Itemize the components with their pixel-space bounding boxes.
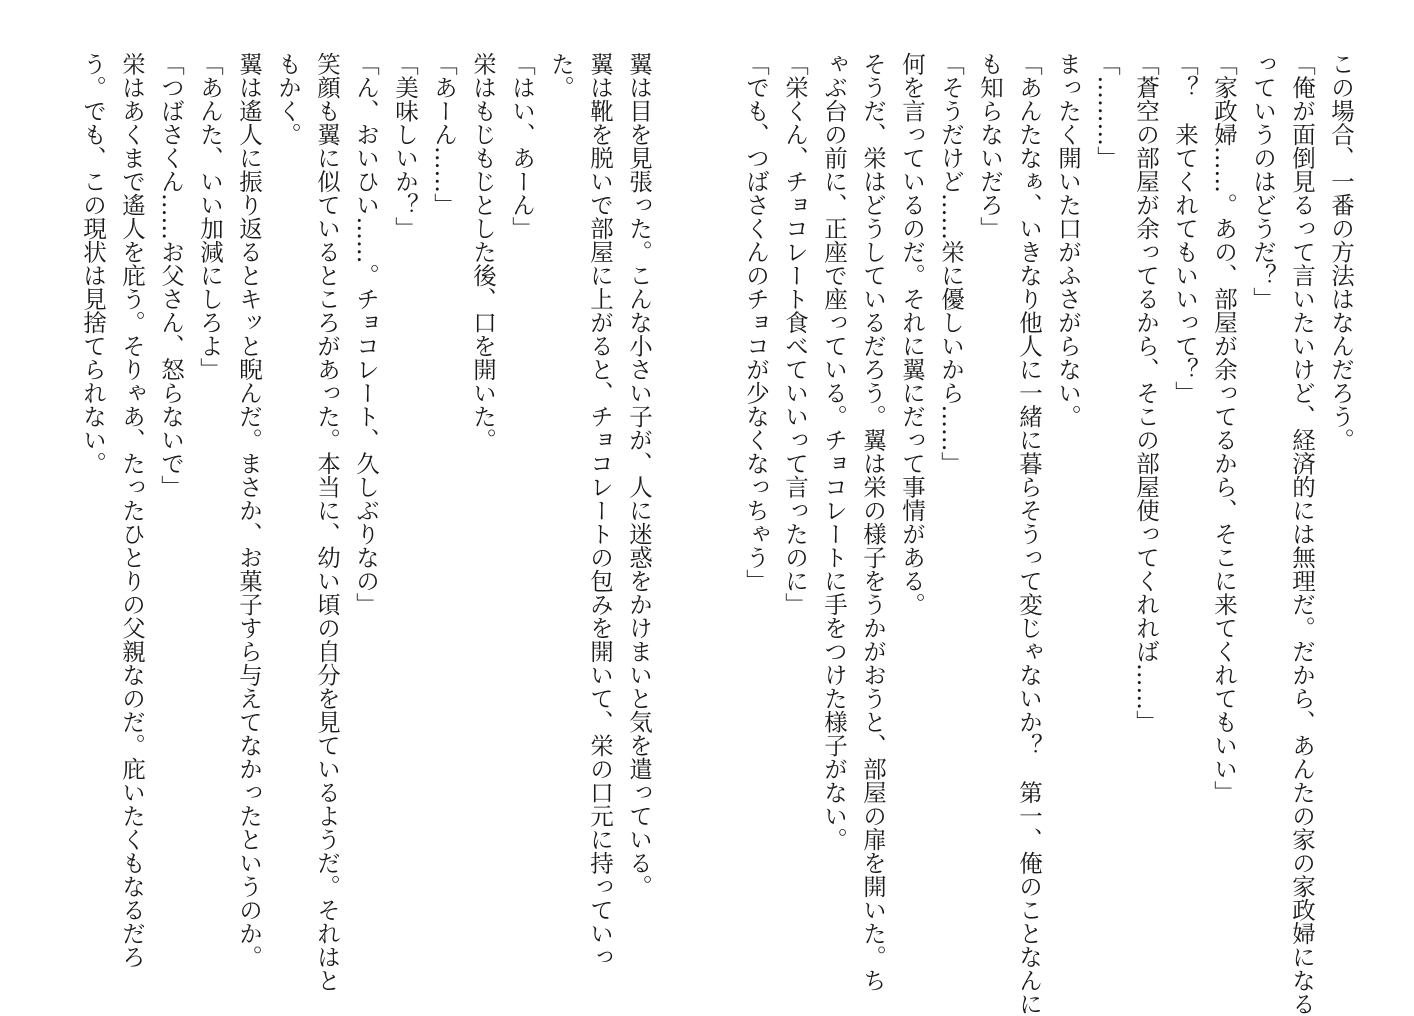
text-line: 「つばさくん……お父さん、怒らないで」 xyxy=(157,52,185,499)
text-line: 「俺が面倒見るって言いたいけど、経済的には無理だ。だから、あんたの家の家政婦になる xyxy=(1288,52,1316,1016)
text-line: 笑顔も翼に似ているところがあった。本当に、幼い頃の自分を見ているようだ。それはと xyxy=(313,52,341,992)
text-line: 「栄くん、チョコレート食べていいって言ったのに」 xyxy=(781,52,809,616)
text-line: 栄はもじもじとした後、口を開いた。 xyxy=(469,52,497,452)
text-line: 「あーん……」 xyxy=(430,52,458,217)
text-line: まったく開いた口がふさがらない。 xyxy=(1054,52,1082,428)
text-line: 「はい、あーん」 xyxy=(508,52,536,240)
text-line: 「家政婦……。あの、部屋が余ってるから、そこに来てくれてもいい」 xyxy=(1210,52,1238,804)
text-line: 「？ 来てくれてもいいって？」 xyxy=(1171,52,1199,405)
text-line: 栄はあくまで遙人を庇う。そりゃあ、たったひとりの父親なのだ。庇いたくもなるだろ xyxy=(118,52,146,969)
text-line: 「あんたなぁ、いきなり他人に一緒に暮らそうって変じゃないか？ 第一、俺のことなんに xyxy=(1015,52,1043,1016)
text-line: た。 xyxy=(547,52,575,99)
text-line: 「あんた、いい加減にしろよ」 xyxy=(196,52,224,381)
text-line: 「………」 xyxy=(1093,52,1121,170)
scene-break xyxy=(658,52,697,972)
text-line: 何を言っているのだ。それに翼にだって事情がある。 xyxy=(898,52,926,616)
text-line: そうだ、栄はどうしているだろう。翼は栄の様子をうかがおうと、部屋の扉を開いた。ち xyxy=(859,52,887,992)
text-line: 翼は目を見張った。こんな小さい子が、人に迷惑をかけまいと気を遣っている。 xyxy=(625,52,653,898)
text-line: 「でも、つばさくんのチョコが少なくなっちゃう」 xyxy=(742,52,770,593)
text-line: 翼は靴を脱いで部屋に上がると、チョコレートの包みを開いて、栄の口元に持っていっ xyxy=(586,52,614,969)
scene-break xyxy=(697,52,736,972)
text-line: 「蒼空の部屋が余ってるから、そこの部屋使ってくれれば……」 xyxy=(1132,52,1160,734)
text-line: っていうのはどうだ？」 xyxy=(1249,52,1277,311)
text-line: 「美味しいか？」 xyxy=(391,52,419,240)
text-line: もかく。 xyxy=(274,52,302,146)
vertical-text-body xyxy=(40,52,1360,1016)
text-line: 翼は遙人に振り返るとキッと睨んだ。まさか、お菓子すら与えてなかったというのか。 xyxy=(235,52,263,969)
text-line: う。でも、この現状は見捨てられない。 xyxy=(79,52,107,475)
text-line: 「そうだけど……栄に優しいから……」 xyxy=(937,52,965,475)
text-line: この場合、一番の方法はなんだろう。 xyxy=(1327,52,1355,452)
text-line: ゃぶ台の前に、正座で座っている。チョコレートに手をつけた様子がない。 xyxy=(820,52,848,851)
text-line: も知らないだろ」 xyxy=(976,52,1004,240)
text-line: 「ん、おいひい……。チョコレート、久しぶりなの」 xyxy=(352,52,380,616)
